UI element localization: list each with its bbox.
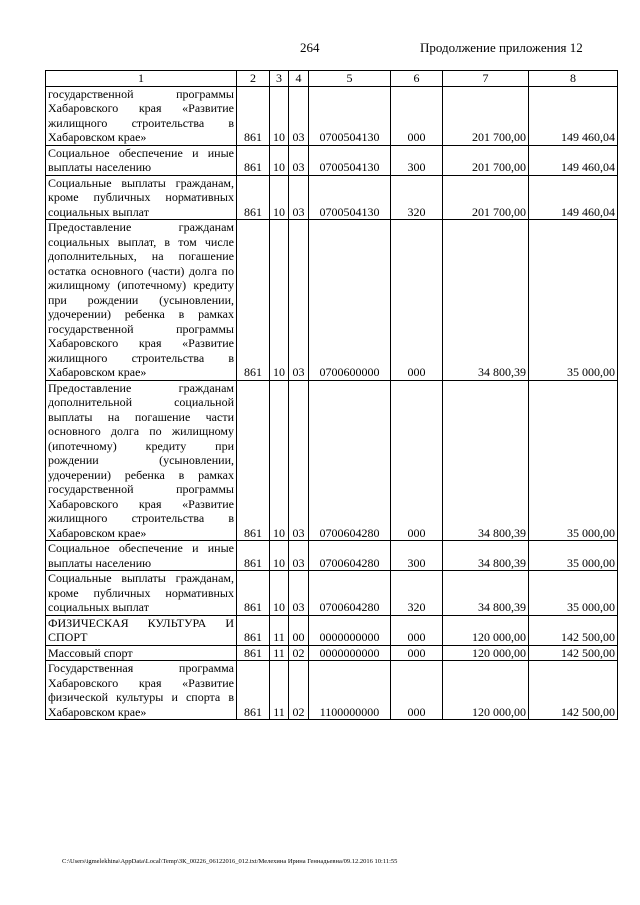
cell-col-2: 861 (237, 175, 270, 220)
cell-col-7: 201 700,00 (443, 175, 529, 220)
col-header-1: 1 (46, 71, 237, 87)
continuation-title: Продолжение приложения 12 (420, 40, 583, 55)
cell-col-5: 0700604280 (309, 380, 391, 541)
cell-col-3: 10 (270, 86, 289, 145)
cell-col-7: 120 000,00 (443, 661, 529, 720)
cell-col-2: 861 (237, 86, 270, 145)
table-row (46, 175, 618, 220)
col-header-8: 8 (529, 71, 618, 87)
cell-col-2: 861 (237, 145, 270, 175)
table-row (46, 86, 618, 145)
cell-col-3: 11 (270, 645, 289, 661)
cell-col-5: 0700604280 (309, 571, 391, 616)
cell-col-6: 000 (391, 380, 443, 541)
cell-col-3: 10 (270, 380, 289, 541)
col-header-4: 4 (289, 71, 309, 87)
cell-col-5: 0700504130 (309, 86, 391, 145)
col-header-5: 5 (309, 71, 391, 87)
table-row (46, 615, 618, 645)
row-name-cell: Социальные выплаты гражданам, кроме публичных нормативных социальных выплат (46, 175, 237, 220)
cell-col-4: 00 (289, 615, 309, 645)
cell-col-8: 149 460,04 (529, 175, 618, 220)
cell-col-6: 000 (391, 86, 443, 145)
cell-col-3: 11 (270, 661, 289, 720)
table-row (46, 661, 618, 720)
col-header-3: 3 (270, 71, 289, 87)
cell-col-2: 861 (237, 661, 270, 720)
cell-col-8: 149 460,04 (529, 145, 618, 175)
cell-col-8: 142 500,00 (529, 615, 618, 645)
cell-col-4: 03 (289, 86, 309, 145)
row-name-cell: Социальные выплаты гражданам, кроме публичных нормативных социальных выплат (46, 571, 237, 616)
row-name-cell: Массовый спорт (46, 645, 237, 661)
budget-table (45, 70, 618, 720)
cell-col-8: 35 000,00 (529, 541, 618, 571)
cell-col-7: 120 000,00 (443, 615, 529, 645)
cell-col-5: 0700604280 (309, 541, 391, 571)
cell-col-5: 0700504130 (309, 145, 391, 175)
cell-col-4: 03 (289, 220, 309, 381)
cell-col-4: 03 (289, 145, 309, 175)
cell-col-8: 35 000,00 (529, 571, 618, 616)
cell-col-7: 34 800,39 (443, 571, 529, 616)
cell-col-8: 35 000,00 (529, 380, 618, 541)
cell-col-6: 000 (391, 645, 443, 661)
cell-col-3: 10 (270, 571, 289, 616)
cell-col-6: 320 (391, 571, 443, 616)
cell-col-6: 000 (391, 220, 443, 381)
cell-col-5: 0000000000 (309, 615, 391, 645)
cell-col-2: 861 (237, 541, 270, 571)
cell-col-2: 861 (237, 380, 270, 541)
cell-col-5: 0700504130 (309, 175, 391, 220)
cell-col-8: 149 460,04 (529, 86, 618, 145)
table-body (46, 86, 618, 720)
table-row (46, 541, 618, 571)
cell-col-4: 03 (289, 541, 309, 571)
table-row (46, 380, 618, 541)
cell-col-3: 11 (270, 615, 289, 645)
cell-col-3: 10 (270, 175, 289, 220)
cell-col-4: 03 (289, 175, 309, 220)
table-row (46, 571, 618, 616)
col-header-7: 7 (443, 71, 529, 87)
cell-col-6: 000 (391, 661, 443, 720)
cell-col-6: 300 (391, 541, 443, 571)
cell-col-6: 320 (391, 175, 443, 220)
cell-col-5: 1100000000 (309, 661, 391, 720)
cell-col-8: 142 500,00 (529, 661, 618, 720)
cell-col-2: 861 (237, 645, 270, 661)
footer-file-path: C:\Users\igmelekhina\AppData\Local\Temp\ЗК_00226_06122016_012.txt/Мелехина Ирина Геннадьевна/09.12.2016 10:11:55 (62, 858, 398, 865)
cell-col-7: 34 800,39 (443, 541, 529, 571)
header-row (46, 71, 618, 87)
cell-col-3: 10 (270, 220, 289, 381)
cell-col-8: 142 500,00 (529, 645, 618, 661)
cell-col-7: 34 800,39 (443, 380, 529, 541)
cell-col-4: 03 (289, 380, 309, 541)
cell-col-5: 0000000000 (309, 645, 391, 661)
page-number: 264 (300, 40, 320, 55)
cell-col-2: 861 (237, 571, 270, 616)
row-name-cell: Социальное обеспечение и иные выплаты населению (46, 145, 237, 175)
row-name-cell: Предоставление гражданам дополнительной социальной выплаты на погашение части основного долга по жилищному (ипотечному) кредиту при рождении (усыновлении, удочерении) ребенка в рамках государственной программы Хабаровского края «Развитие жилищного строительства в Хабаровском крае» (46, 380, 237, 541)
cell-col-7: 34 800,39 (443, 220, 529, 381)
cell-col-4: 03 (289, 571, 309, 616)
row-name-cell: государственной программы Хабаровского края «Развитие жилищного строительства в Хабаровском крае» (46, 86, 237, 145)
cell-col-4: 02 (289, 661, 309, 720)
cell-col-6: 000 (391, 615, 443, 645)
cell-col-2: 861 (237, 220, 270, 381)
cell-col-7: 201 700,00 (443, 145, 529, 175)
cell-col-7: 120 000,00 (443, 645, 529, 661)
cell-col-6: 300 (391, 145, 443, 175)
table-row (46, 645, 618, 661)
row-name-cell: Социальное обеспечение и иные выплаты населению (46, 541, 237, 571)
cell-col-4: 02 (289, 645, 309, 661)
cell-col-8: 35 000,00 (529, 220, 618, 381)
row-name-cell: Государственная программа Хабаровского края «Развитие физической культуры и спорта в Хабаровском крае» (46, 661, 237, 720)
cell-col-7: 201 700,00 (443, 86, 529, 145)
cell-col-5: 0700600000 (309, 220, 391, 381)
col-header-2: 2 (237, 71, 270, 87)
col-header-6: 6 (391, 71, 443, 87)
row-name-cell: Предоставление гражданам социальных выплат, в том числе дополнительных, на погашение остатка основного (части) долга по жилищному (ипотечному) кредиту при рождении (усыновлении, удочерении) ребенка в рамках государственной программы Хабаровского края «Развитие жилищного строительства в Хабаровском крае» (46, 220, 237, 381)
table-row (46, 220, 618, 381)
table-row (46, 145, 618, 175)
cell-col-3: 10 (270, 145, 289, 175)
cell-col-3: 10 (270, 541, 289, 571)
cell-col-2: 861 (237, 615, 270, 645)
row-name-cell: ФИЗИЧЕСКАЯ КУЛЬТУРА И СПОРТ (46, 615, 237, 645)
